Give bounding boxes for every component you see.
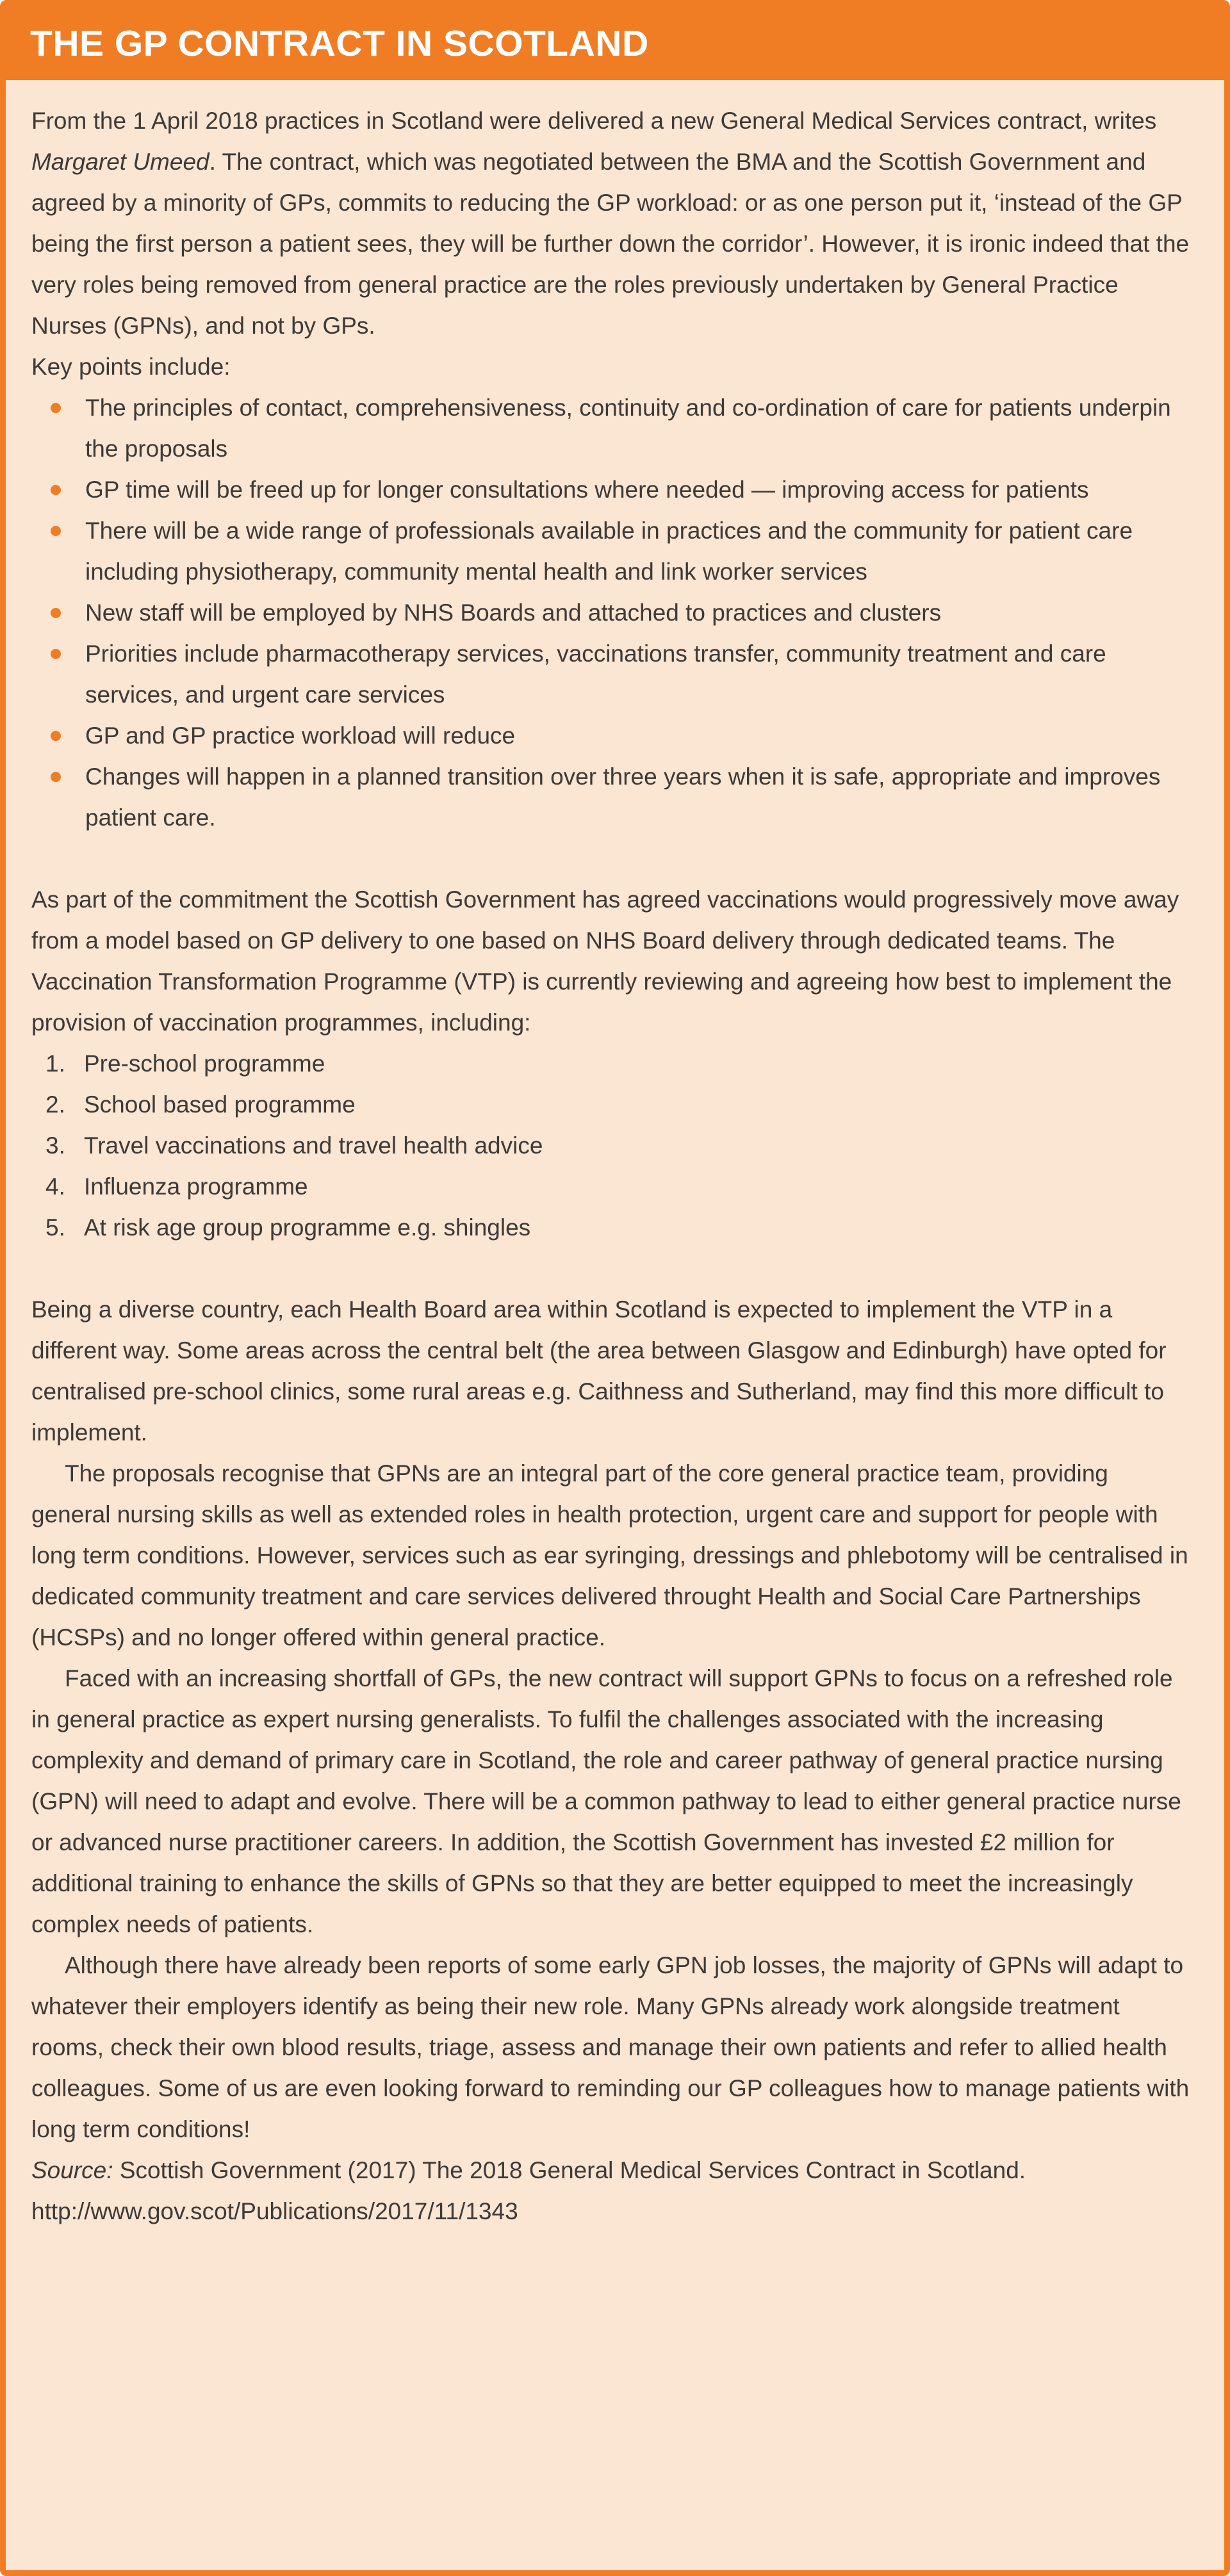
intro-text-before-author: From the 1 April 2018 practices in Scotland were delivered a new General Medical Services contract, writes	[31, 108, 1157, 134]
key-points-label: Key points include:	[31, 354, 231, 380]
author-name: Margaret Umeed	[31, 149, 209, 175]
bullet-icon	[51, 403, 61, 413]
list-item	[45, 1084, 1192, 1125]
bullet-icon	[51, 649, 61, 659]
list-item-text: At risk age group programme e.g. shingles	[84, 1214, 531, 1241]
list-item	[31, 715, 1192, 756]
bullet-icon	[51, 608, 61, 618]
bullet-icon	[51, 526, 61, 536]
bullet-icon	[51, 731, 61, 741]
panel-body	[6, 80, 1224, 2570]
list-item-text: Travel vaccinations and travel health advice	[84, 1132, 543, 1159]
list-item-text: GP time will be freed up for longer consultations where needed — improving access for patients	[85, 477, 1089, 503]
list-item-number: 4.	[45, 1173, 65, 1200]
body-paragraph: Although there have already been reports of some early GPN job losses, the majority of GPNs will adapt to whatever their employers identify as being their new role. Many GPNs already work alongside treatment rooms, check their own blood results, triage, assess and manage their own patients and refer to allied health colleagues. Some of us are even looking forward to reminding our GP colleagues how to manage patients with long term conditions!	[31, 1952, 1190, 2142]
list-item	[45, 1207, 1192, 1248]
list-item-text: New staff will be employed by NHS Boards and attached to practices and clusters	[85, 599, 942, 626]
list-item-text: Changes will happen in a planned transition over three years when it is safe, appropriate and improves patient care.	[85, 763, 1161, 831]
list-item-text: GP and GP practice workload will reduce	[85, 722, 516, 749]
list-item-number: 2.	[45, 1091, 65, 1118]
list-item	[31, 756, 1192, 838]
list-item-number: 5.	[45, 1214, 65, 1241]
panel-header	[6, 6, 1224, 80]
list-item-text: Influenza programme	[84, 1173, 308, 1200]
source-line	[31, 2150, 1192, 2232]
list-item-text: Pre-school programme	[84, 1050, 325, 1077]
body-paragraph: Being a diverse country, each Health Board area within Scotland is expected to implement the VTP in a different way. Some areas across the central belt (the area between Glasgow and Edinburgh) have opted for centralised pre-school clinics, some rural areas e.g. Caithness and Sutherland, may find this more difficult to implement.	[31, 1296, 1167, 1446]
list-item-text: School based programme	[84, 1091, 356, 1118]
panel-title: THE GP CONTRACT IN SCOTLAND	[30, 23, 649, 64]
list-item-text: There will be a wide range of professionals available in practices and the community for patient care including physiotherapy, community mental health and link worker services	[85, 518, 1133, 585]
intro-paragraph	[31, 101, 1192, 346]
list-item	[31, 633, 1192, 715]
vaccination-paragraph: As part of the commitment the Scottish Government has agreed vaccinations would progressively move away from a model based on GP delivery to one based on NHS Board delivery through dedicated teams. The Vaccination Transformation Programme (VTP) is currently reviewing and agreeing how best to implement the provision of vaccination programmes, including:	[31, 886, 1179, 1036]
bullet-icon	[51, 772, 61, 782]
list-item-number: 1.	[45, 1050, 65, 1077]
list-item	[31, 592, 1192, 633]
list-item	[31, 387, 1192, 469]
list-item-text: Priorities include pharmacotherapy services, vaccinations transfer, community treatment and care services, and urgent care services	[85, 640, 1106, 708]
source-text: Scottish Government (2017) The 2018 General Medical Services Contract in Scotland. http://www.gov.scot/Publications/2017/11/1343	[31, 2157, 1026, 2224]
key-points-list	[31, 387, 1192, 838]
programme-list	[31, 1043, 1192, 1248]
bullet-icon	[51, 485, 61, 495]
list-item-number: 3.	[45, 1132, 65, 1159]
list-item	[45, 1166, 1192, 1207]
list-item	[45, 1125, 1192, 1166]
list-item	[31, 469, 1192, 510]
list-item	[45, 1043, 1192, 1084]
list-item	[31, 510, 1192, 592]
body-paragraph: Faced with an increasing shortfall of GPs, the new contract will support GPNs to focus on a refreshed role in general practice as expert nursing generalists. To fulfil the challenges associated with the increasing complexity and demand of primary care in Scotland, the role and career pathway of general practice nursing (GPN) will need to adapt and evolve. There will be a common pathway to lead to either general practice nurse or advanced nurse practitioner careers. In addition, the Scottish Government has invested £2 million for additional training to enhance the skills of GPNs so that they are better equipped to meet the increasingly complex needs of patients.	[31, 1665, 1181, 1937]
list-item-text: The principles of contact, comprehensiveness, continuity and co-ordination of care for patients underpin the proposals	[85, 395, 1171, 462]
intro-text-after-author: . The contract, which was negotiated between the BMA and the Scottish Government and agreed by a minority of GPs, commits to reducing the GP workload: or as one person put it, ‘instead of the GP being the first person a patient sees, they will be further down the corridor’. However, it is ironic indeed that the very roles being removed from general practice are the roles previously undertaken by General Practice Nurses (GPNs), and not by GPs.	[31, 149, 1190, 339]
source-label: Source:	[31, 2157, 113, 2183]
body-paragraph: The proposals recognise that GPNs are an integral part of the core general practice team, providing general nursing skills as well as extended roles in health protection, urgent care and support for people with long term conditions. However, services such as ear syringing, dressings and phlebotomy will be centralised in dedicated community treatment and care services delivered throught Health and Social Care Partnerships (HCSPs) and no longer offered within general practice.	[31, 1460, 1188, 1651]
